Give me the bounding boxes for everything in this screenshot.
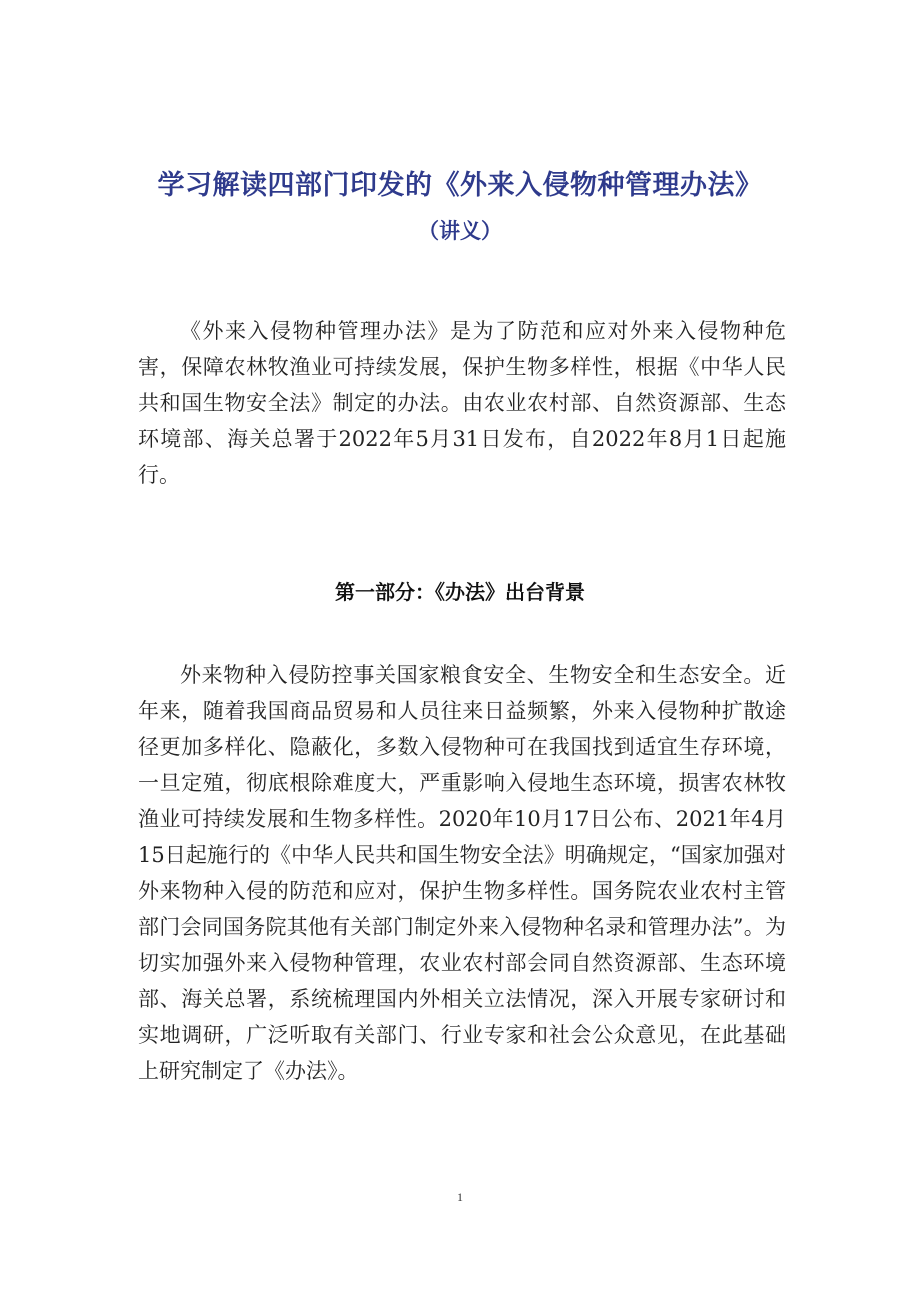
page-number: 1: [457, 1190, 463, 1204]
section-heading: 第一部分：《办法》出台背景: [335, 580, 585, 604]
intro-paragraph: 《外来入侵物种管理办法》是为了防范和应对外来入侵物种危害，保障农林牧渔业可持续发展，保护生物多样性，根据《中华人民共和国生物安全法》制定的办法。由农业农村部、自然资源部、生态环境部、海关总署于2022年5月31日发布，自2022年8月1日起施行。: [138, 319, 786, 487]
document-title: 学习解读四部门印发的《外来入侵物种管理办法》: [157, 170, 763, 201]
document-subtitle: （讲义）: [418, 219, 502, 243]
section-paragraph: 外来物种入侵防控事关国家粮食安全、生物安全和生态安全。近年来，随着我国商品贸易和人员往来日益频繁，外来入侵物种扩散途径更加多样化、隐蔽化，多数入侵物种可在我国找到适宜生存环境，一旦定殖，彻底根除难度大，严重影响入侵地生态环境，损害农林牧渔业可持续发展和生物多样性。2020年10月17日公布、2021年4月15日起施行的《中华人民共和国生物安全法》明确规定，“国家加强对外来物种入侵的防范和应对，保护生物多样性。国务院农业农村主管部门会同国务院其他有关部门制定外来入侵物种名录和管理办法”。为切实加强外来入侵物种管理，农业农村部会同自然资源部、生态环境部、海关总署，系统梳理国内外相关立法情况，深入开展专家研讨和实地调研，广泛听取有关部门、行业专家和社会公众意见，在此基础上研究制定了《办法》。: [138, 663, 786, 1083]
